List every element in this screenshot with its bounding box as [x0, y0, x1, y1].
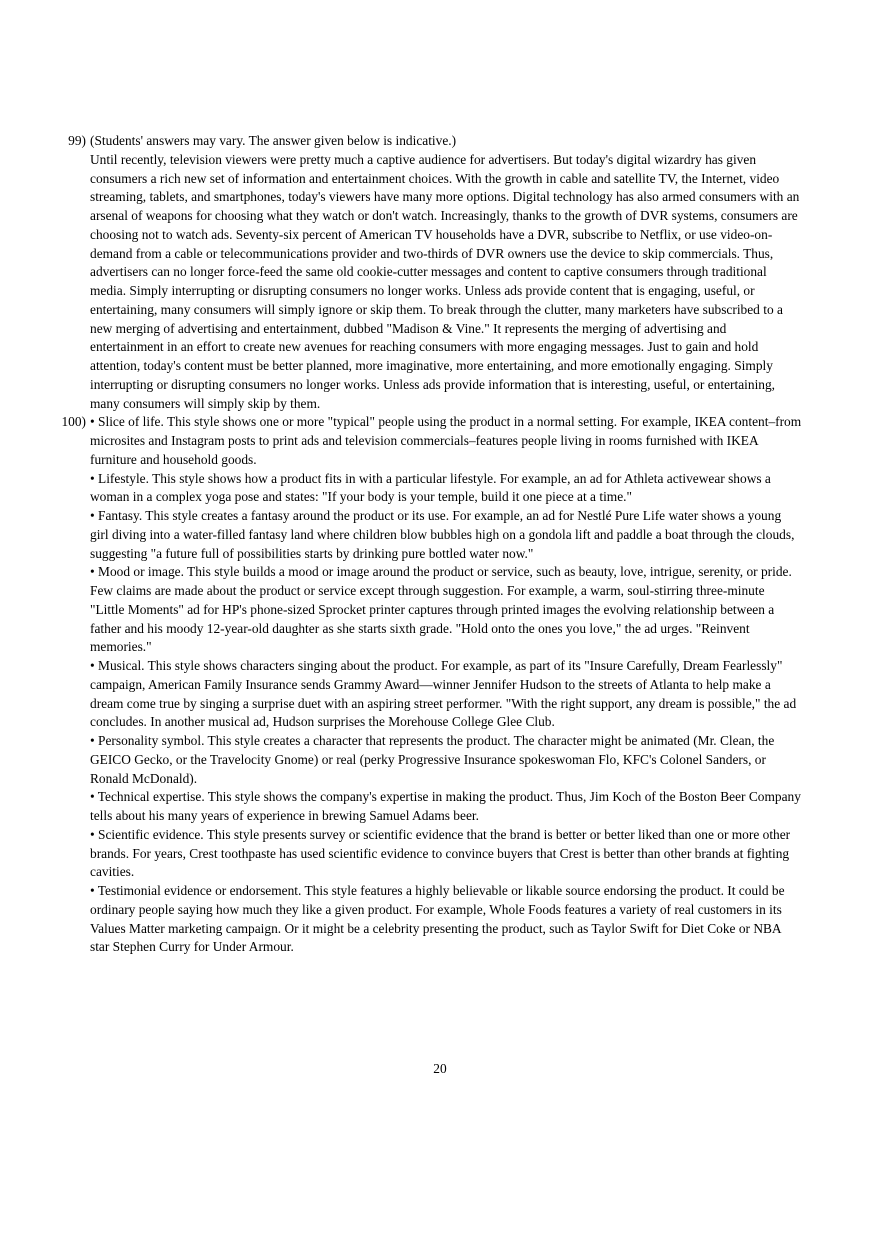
answer-number: 100) [61, 414, 86, 430]
bullet-scientific-evidence: • Scientific evidence. This style presents survey or scientific evidence that the brand is better or better liked than one or more other brands. For years, Crest toothpaste has used scientific evidence to convince buyers that Crest is better than other brands at fighting cavities. [90, 826, 791, 880]
answer-100 [40, 413, 840, 957]
answer-body [90, 413, 802, 957]
answer-99 [40, 132, 840, 413]
bullet-lifestyle: • Lifestyle. This style shows how a product fits in with a particular lifestyle. For example, an ad for Athleta activewear shows a woman in a complex yoga pose and states: "If your body is your temple, build it one piece at a time." [90, 470, 771, 505]
bullet-technical-expertise: • Technical expertise. This style shows the company's expertise in making the product. Thus, Jim Koch of the Boston Beer Company tells about his many years of experience in brewing Samuel Adams beer. [90, 789, 801, 823]
answer-number: 99) [68, 133, 86, 148]
answer-list [40, 132, 840, 957]
bullet-fantasy: • Fantasy. This style creates a fantasy around the product or its use. For example, an ad for Nestlé Pure Life water shows a young girl diving into a water-filled fantasy land where children blow bubbles high on a gondola lift and paddle a boat through the clouds, suggesting "a future full of possibilities starts by drinking pure bottled water now." [90, 508, 795, 561]
bullet-musical: • Musical. This style shows characters singing about the product. For example, as part of its "Insure Carefully, Dream Fearlessly" campaign, American Family Insurance sends Grammy Award—winner Jennifer Hudson to the streets of Atlanta to help make a dream come true by singing a surprise duet with an aspiring street performer. "With the right support, any dream is possible," the ad concludes. In another musical ad, Hudson surprises the Morehouse College Glee Club. [90, 658, 797, 730]
answer-paragraph: Until recently, television viewers were pretty much a captive audience for advertisers. But today's digital wizardry has given consumers a rich new set of information and entertainment choices. With the growth in cable and satellite TV, the Internet, video streaming, tablets, and smartphones, today's viewers have many more options. Digital technology has also armed consumers with an arsenal of weapons for choosing what they watch or don't watch. Increasingly, thanks to the growth of DVR systems, consumers are choosing not to watch ads. Seventy-six percent of American TV households have a DVR, subscribe to Netflix, or use video-on-demand from a cable or telecommunications provider and two-thirds of DVR owners use the device to skip commercials. Thus, advertisers can no longer force-feed the same old cookie-cutter messages and content to captive consumers through traditional media. Simply interrupting or disrupting consumers no longer works. Unless ads provide content that is engaging, useful, or entertaining, many consumers will simply ignore or skip them. To break through the clutter, many marketers have subscribed to a new merging of advertising and entertainment, dubbed "Madison & Vine." It represents the merging of advertising and entertainment in an effort to create new avenues for reaching consumers with more engaging messages. Just to gain and hold attention, today's content must be better planned, more imaginative, more entertaining, and more emotionally engaging. Simply interrupting or disrupting consumers no longer works. Unless ads provide information that is interesting, useful, or entertaining, many consumers will simply skip by them. [90, 151, 800, 411]
bullet-testimonial-evidence: • Testimonial evidence or endorsement. This style features a highly believable or likable source endorsing the product. It could be ordinary people saying how much they like a given product. For example, Whole Foods features a variety of real customers in its Values Matter marketing campaign. Or it might be a celebrity presenting the product, such as Taylor Swift for Diet Coke or NBA star Stephen Curry for Under Armour. [90, 883, 785, 955]
bullet-personality-symbol: • Personality symbol. This style creates a character that represents the product. The character might be animated (Mr. Clean, the GEICO Gecko, or the Travelocity Gnome) or real (perky Progressive Insurance spokeswoman Flo, KFC's Colonel Sanders, or Ronald McDonald). [90, 733, 775, 786]
bullet-mood-or-image: • Mood or image. This style builds a mood or image around the product or service, such as beauty, love, intrigue, serenity, or pride. Few claims are made about the product or service except through suggestion. For example, a warm, soul-stirring three-minute "Little Moments" ad for HP's phone-sized Sprocket printer captures through printed images the evolving relationship between a father and his moody 12-year-old daughter as she starts sixth grade. "Hold onto the ones you love," the ad urges. "Reinvent memories." [90, 564, 792, 655]
answer-body [90, 132, 802, 413]
bullet-slice-of-life: • Slice of life. This style shows one or more "typical" people using the product in a normal setting. For example, IKEA content–from microsites and Instagram posts to print ads and television commercials–features people living in rooms furnished with IKEA furniture and household goods. [90, 414, 802, 467]
page-number: 20 [433, 1061, 447, 1076]
answer-note: (Students' answers may vary. The answer given below is indicative.) [90, 133, 457, 148]
